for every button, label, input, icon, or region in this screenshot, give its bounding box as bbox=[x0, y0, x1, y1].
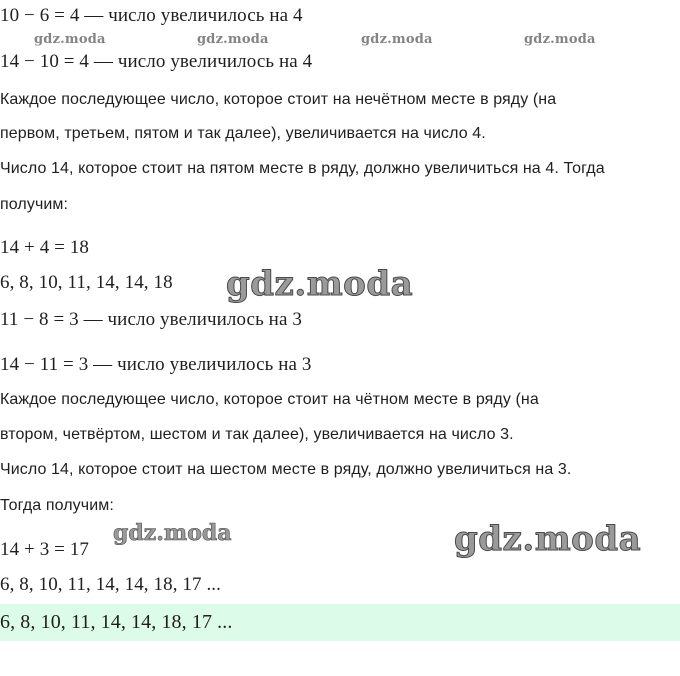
watermark: gdz.moda bbox=[197, 32, 269, 47]
text-sixth-place-1: Число 14, которое стоит на шестом месте в ряду, должно увеличиться на 3. bbox=[0, 461, 572, 478]
equation-10-minus-6: 10 − 6 = 4 — число увеличилось на 4 bbox=[0, 5, 303, 26]
text-sixth-place-2: Тогда получим: bbox=[0, 497, 114, 514]
equation-14-minus-10: 14 − 10 = 4 — число увеличилось на 4 bbox=[0, 51, 313, 72]
text-even-rule-2: втором, четвёртом, шестом и так далее), увеличивается на число 3. bbox=[0, 426, 514, 443]
sequence-answer: 6, 8, 10, 11, 14, 14, 18, 17 ... bbox=[0, 611, 233, 633]
watermark: gdz.moda bbox=[226, 264, 414, 304]
text-even-rule-1: Каждое последующее число, которое стоит на чётном месте в ряду (на bbox=[0, 391, 539, 408]
watermark: gdz.moda bbox=[454, 519, 642, 559]
text-odd-rule-1: Каждое последующее число, которое стоит на нечётном месте в ряду (на bbox=[0, 91, 557, 108]
watermark: gdz.moda bbox=[361, 32, 433, 47]
watermark: gdz.moda bbox=[113, 520, 232, 546]
text-fifth-place-2: получим: bbox=[0, 196, 69, 213]
text-fifth-place-1: Число 14, которое стоит на пятом месте в ряду, должно увеличиться на 4. Тогда bbox=[0, 160, 605, 177]
equation-11-minus-8: 11 − 8 = 3 — число увеличилось на 3 bbox=[0, 309, 302, 330]
equation-14-plus-4: 14 + 4 = 18 bbox=[0, 237, 90, 258]
sequence-partial: 6, 8, 10, 11, 14, 14, 18 bbox=[0, 272, 173, 293]
watermark: gdz.moda bbox=[524, 32, 596, 47]
equation-14-minus-11: 14 − 11 = 3 — число увеличилось на 3 bbox=[0, 354, 312, 375]
text-odd-rule-2: первом, третьем, пятом и так далее), увеличивается на число 4. bbox=[0, 125, 486, 142]
equation-14-plus-3: 14 + 3 = 17 bbox=[0, 539, 90, 560]
sequence-result: 6, 8, 10, 11, 14, 14, 18, 17 ... bbox=[0, 574, 221, 595]
watermark: gdz.moda bbox=[34, 32, 106, 47]
